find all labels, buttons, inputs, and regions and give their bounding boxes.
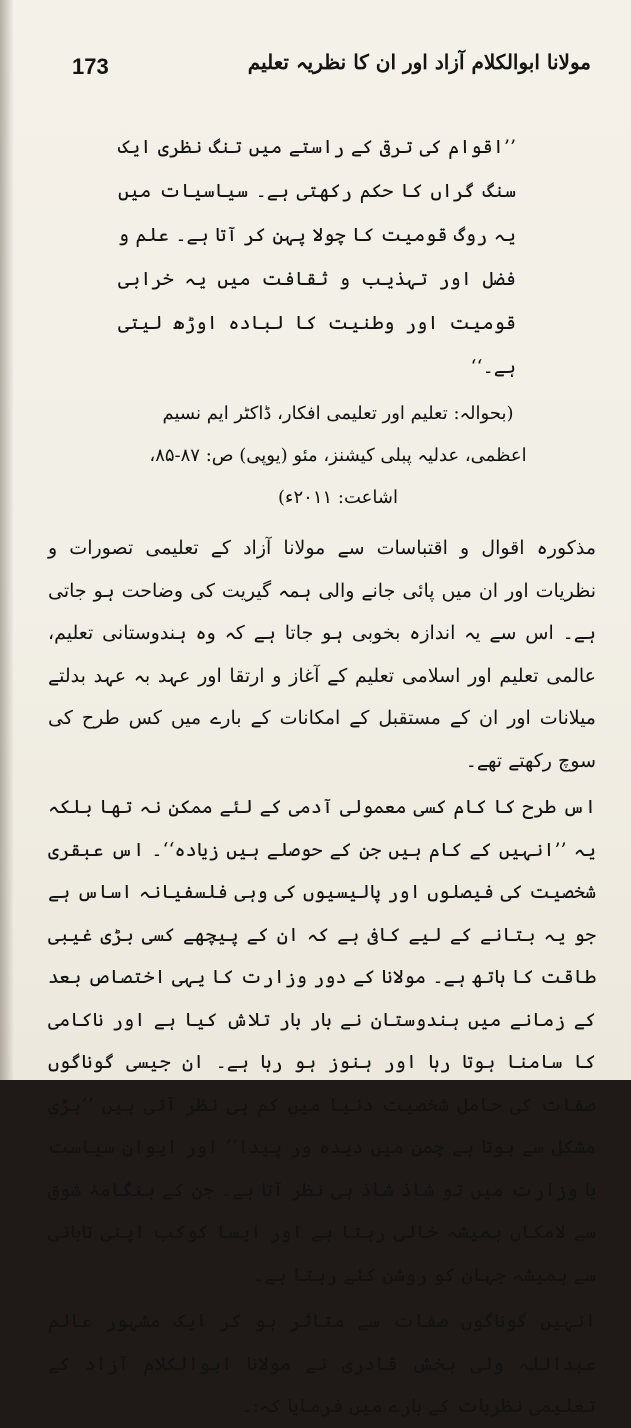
page-gutter-shadow xyxy=(0,0,14,1080)
running-title: مولانا ابوالکلام آزاد اور ان کا نظریہ تعلیم xyxy=(247,50,591,74)
block-quote: ’’اقوام کی ترقی کے راستے میں تنگ نظری ایک سنگ گراں کا حکم رکھتی ہے۔ سیاسیات میں یہ روگ قومیت کا چولا پہن کر آتا ہے۔ علم و فضل اور تہذیب و ثقافت میں یہ خرابی قومیت اور وطنیت کا لبادہ اوڑھ لیتی ہے۔‘‘ xyxy=(118,136,516,378)
body-paragraph: مذکورہ اقوال و اقتباسات سے مولانا آزاد کے تعلیمی تصورات و نظریات اور ان میں پائی جانے والی ہمہ گیریت کی وضاحت ہو جاتی ہے۔ اس سے یہ اندازہ بخوبی ہو جاتا ہے کہ وہ ہندوستانی تعلیم، عالمی تعلیم اور اسلامی تعلیم کے آغاز و ارتقا اور عہد بہ عہد بدلتے میلانات اور ان کے مستقبل کے امکانات کے بارے میں کس طرح کی سوچ رکھتے تھے۔ xyxy=(48,537,596,772)
body-paragraph: انہیں گوناگوں صفات سے متاثر ہو کر ایک مشہور عالم عبداللہ ولی بخش قادری نے مولانا ابوالکلام آزاد کے تعلیمی نظریات کے بارے میں فرمایا کہ:۔ xyxy=(48,1310,596,1417)
page-body xyxy=(48,125,596,1428)
body-paragraph: اس طرح کا کام کسی معمولی آدمی کے لئے ممکن نہ تھا بلکہ یہ ’’انہیں کے کام ہیں جن کے حوصلے ہیں زیادہ‘‘۔ اس عبقری شخصیت کی فیصلوں اور پالیسیوں کی وہی فلسفیانہ اساس ہے جو یہ بتانے کے لیے کافی ہے کہ ان کے پیچھے کسی بڑی غیبی طاقت کا ہاتھ ہے۔ مولانا کے دور وزارت کا یہی اختصاص بعد کے زمانے میں ہندوستان نے بار بار تلاش کیا ہے اور ناکامی کا سامنا ہوتا رہا اور ہنوز ہو رہا ہے۔ ان جیسی گوناگوں صفات کی حامل شخصیت دنیا میں کم ہی نظر آتی ہیں ’’بڑی مشکل سے ہوتا ہے چمن میں دیدہ ور پیدا‘‘ اور ایوان سیاست یا وزارت میں تو شاذ شاذ ہی نظر آتا ہے۔ جن کے ہنگامۂ شوق سے لامکاں ہمیشہ خالی رہتا ہے اور ایسا کوکب اپنی تابانی سے ہمیشہ جہان کو روشن کئے رہتا ہے۔ xyxy=(48,796,596,1286)
quote-citation: (بحوالہ: تعلیم اور تعلیمی افکار، ڈاکٹر ایم نسیم اعظمی، عدلیہ پبلی کیشنز، مئو (یوپی) ص: ۸۷-۸۵، اشاعت: ۲۰۱۱ء) xyxy=(149,403,527,508)
page-number: 173 xyxy=(72,54,109,79)
page-header xyxy=(40,50,591,90)
